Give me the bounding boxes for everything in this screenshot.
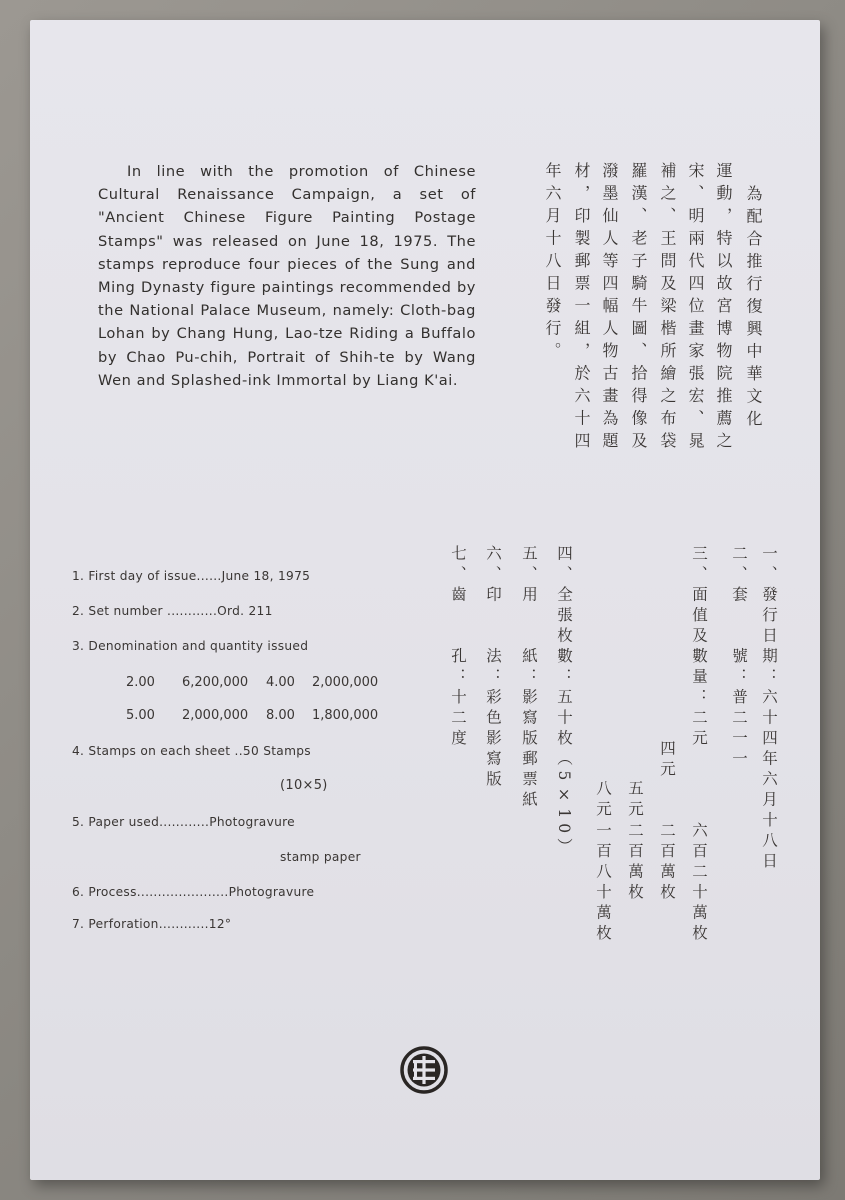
- spec-set-number: 2. Set number ............Ord. 211: [72, 604, 273, 618]
- chinese-spec-1: 一、發行日期：六十四年六月十八日: [760, 545, 778, 873]
- chinese-spec-3-denom-3: 五元: [626, 780, 644, 821]
- chinese-spec-5: 五、用 紙：影寫版郵票紙: [520, 545, 538, 812]
- chinese-spec-3: 三、面值及數量：二元: [690, 545, 708, 750]
- chinese-spec-3-qty-3: 二百萬枚: [626, 822, 644, 904]
- chinese-intro-col-3: 宋、明兩代四位畫家張宏、晁: [686, 162, 705, 455]
- chinese-intro-col-1: 為配合推行復興中華文化: [744, 185, 763, 433]
- quantity-value: 2,000,000: [312, 675, 379, 690]
- denom-value: 4.00: [266, 675, 295, 690]
- spec-process: 6. Process......................Photogravure: [72, 885, 315, 899]
- chinese-spec-6: 六、印 法：彩色影寫版: [484, 545, 502, 791]
- spec-denomination-label: 3. Denomination and quantity issued: [72, 639, 309, 653]
- chinese-spec-3-qty-4: 一百八十萬枚: [594, 822, 612, 945]
- chinese-spec-7: 七、齒 孔：十二度: [449, 545, 467, 750]
- spec-sheet-layout: (10×5): [280, 778, 328, 793]
- chinese-spec-2: 二、套 號：普二一一: [730, 545, 748, 771]
- chinese-spec-3-qty-1: 六百二十萬枚: [690, 822, 708, 945]
- chinese-spec-3-qty-2: 二百萬枚: [658, 822, 676, 904]
- spec-paper-used-cont: stamp paper: [280, 850, 361, 864]
- spec-first-day: 1. First day of issue......June 18, 1975: [72, 569, 311, 583]
- denom-value: 5.00: [126, 708, 155, 723]
- chinese-intro-col-5: 羅漢、老子騎牛圖、拾得像及: [629, 162, 648, 455]
- chinese-intro-col-4: 補之、王問及梁楷所繪之布袋: [658, 162, 677, 455]
- spec-stamps-per-sheet: 4. Stamps on each sheet ..50 Stamps: [72, 744, 311, 758]
- english-intro-text: In line with the promotion of Chinese Cultural Renaissance Campaign, a set of "Ancient Chinese Figure Painting Postage Stamps" was released on June 18, 1975. The stamps reproduce four pieces of the Sung and Ming Dynasty figure paintings recommended by the National Palace Museum, namely: Cloth-bag Lohan by Chang Hung, Lao-tze Riding a Buffalo by Chao Pu-chih, Portrait of Shih-te by Wang Wen and Splashed-ink Immortal by Liang K'ai.: [98, 163, 476, 389]
- quantity-value: 6,200,000: [182, 675, 249, 690]
- spec-perforation: 7. Perforation............12°: [72, 917, 232, 931]
- chinese-spec-3-denom-4: 八元: [594, 780, 612, 821]
- denom-value: 8.00: [266, 708, 295, 723]
- chinese-intro-col-7: 材，印製郵票一組，於六十四: [572, 162, 591, 455]
- quantity-value: 1,800,000: [312, 708, 379, 723]
- spec-paper-used: 5. Paper used............Photogravure: [72, 815, 295, 829]
- chinese-intro-col-2: 運動，特以故宮博物院推薦之: [714, 162, 733, 455]
- chinese-spec-3-denom-2: 四元: [658, 740, 676, 781]
- denom-value: 2.00: [126, 675, 155, 690]
- chinese-intro-col-8: 年六月十八日發行。: [543, 162, 562, 365]
- chinese-intro-col-6: 潑墨仙人等四幅人物古畫為題: [600, 162, 619, 455]
- chinese-spec-4: 四、全張枚數：五十枚（5×10）: [555, 545, 573, 859]
- quantity-value: 2,000,000: [182, 708, 249, 723]
- chinese-post-seal-icon: [400, 1046, 448, 1094]
- english-intro: [98, 160, 476, 392]
